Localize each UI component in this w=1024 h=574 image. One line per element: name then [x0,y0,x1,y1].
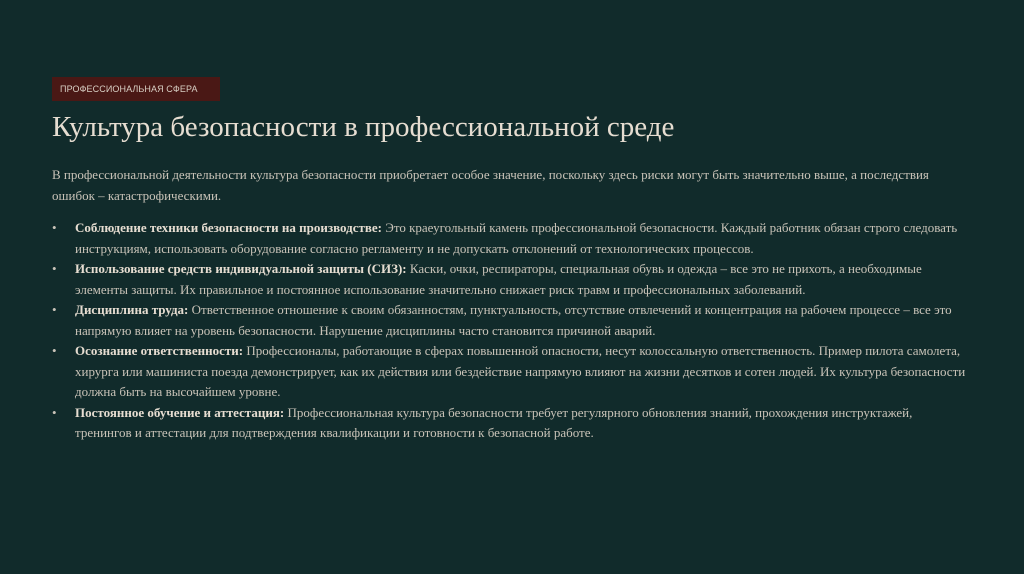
section-tag: ПРОФЕССИОНАЛЬНАЯ СФЕРА [52,77,220,101]
bullet-icon: • [52,220,57,235]
bullet-text: Это краеугольный камень профессиональной безопасности. Каждый работник обязан строго следовать инструкциям, использовать оборудование согласно регламенту и не допускать отклонений от технологических процессов. [75,220,958,256]
bullet-icon: • [52,261,57,276]
bullet-icon: • [52,343,57,358]
bullet-item-training [52,403,972,444]
bullet-item-responsibility [52,341,972,403]
bullet-heading: Постоянное обучение и аттестация: [75,404,285,420]
bullet-heading: Дисциплина труда: [75,302,189,317]
bullet-item-safety-rules [52,218,972,259]
bullet-text: Профессионалы, работающие в сферах повышенной опасности, несут колоссальную ответственность. Пример пилота самолета, хирурга или машиниста поезда демонстрирует, как их действия или бездействие напрямую влияют на жизни десятков и сотен людей. Их культура безопасности должна быть на высочайшем уровне. [75,343,966,399]
bullet-icon: • [52,404,57,420]
bullet-text: Ответственное отношение к своим обязанностям, пунктуальность, отсутствие отвлечений и концентрация на рабочем процессе – все это напрямую влияет на уровень безопасности. Нарушение дисциплины часто становится причиной аварий. [75,302,952,338]
bullet-heading: Осознание ответственности: [75,343,244,358]
bullet-item-discipline [52,300,972,341]
intro-paragraph: В профессиональной деятельности культура безопасности приобретает особое значение, поскольку здесь риски могут быть значительно выше, а последствия ошибок – катастрофическими. [52,167,929,203]
bullet-heading: Соблюдение техники безопасности на производстве: [75,220,382,235]
bullet-icon: • [52,302,57,317]
page-title: Культура безопасности в профессиональной среде [52,111,675,143]
bullet-item-ppe [52,259,972,300]
bullet-heading: Использование средств индивидуальной защиты (СИЗ): [75,261,407,276]
bullet-text: Каски, очки, респираторы, специальная обувь и одежда – все это не прихоть, а необходимые элементы защиты. Их правильное и постоянное использование значительно снижает риск травм и профессиональных заболеваний. [75,261,922,297]
bullet-list [52,218,972,444]
bullet-text: Профессиональная культура безопасности требует регулярного обновления знаний, прохождения инструктажей, тренингов и аттестации для подтверждения квалификации и готовности к безопасной работе. [75,404,913,440]
